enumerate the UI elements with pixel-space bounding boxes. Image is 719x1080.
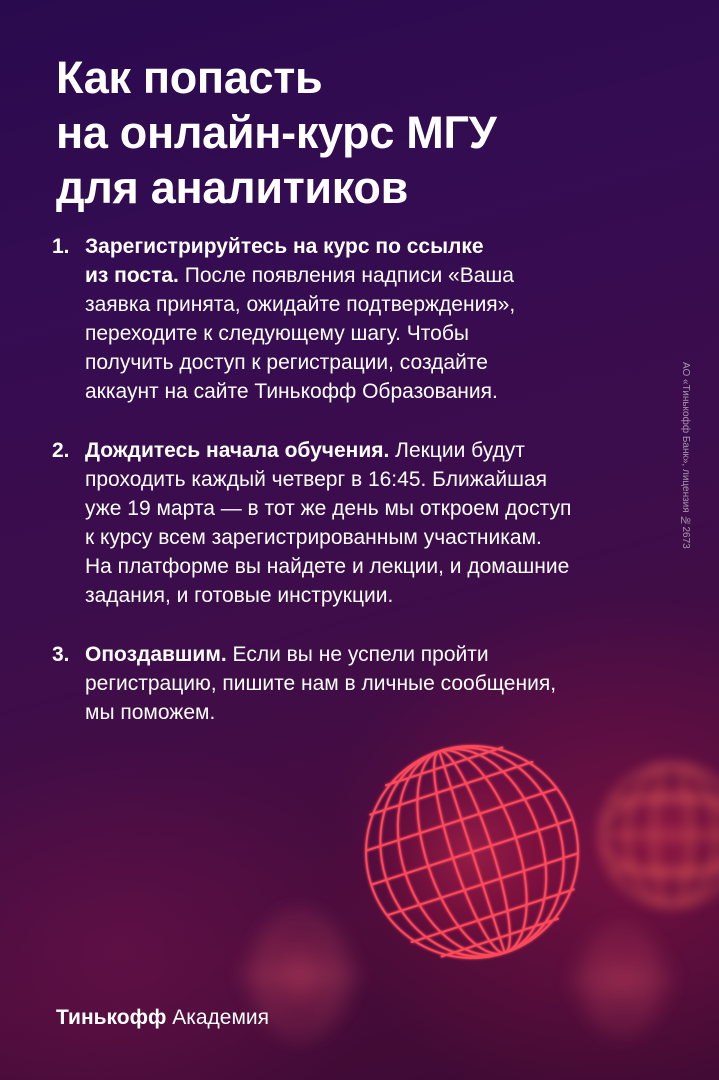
step-line: из поста. После появления надписи «Ваша [85, 264, 514, 287]
step-line: к курсу всем зарегистрированным участникам. [85, 526, 542, 549]
blurred-globe-right-icon [600, 763, 719, 907]
step-number: 2. [52, 439, 70, 462]
step-2 [52, 436, 672, 610]
step-line: проходить каждый четверг в 16:45. Ближайшая [85, 468, 548, 491]
step-line: уже 19 марта — в тот же день мы откроем доступ [85, 497, 572, 520]
legal-notice: АО «Тинькофф Банк», лицензия №2673 [680, 362, 691, 549]
step-line: переходите к следующему шагу. Чтобы [85, 322, 469, 345]
step-line: Зарегистрируйтесь на курс по ссылке [85, 235, 484, 258]
step-line: регистрацию, пишите нам в личные сообщения, [85, 672, 557, 695]
title-line: на онлайн-курс МГУ [56, 107, 497, 158]
steps-list [52, 232, 672, 757]
step-line: аккаунт на сайте Тинькофф Образования. [85, 380, 498, 403]
blurred-glow-bottom-right-icon [567, 925, 677, 1035]
step-line: Опоздавшим. Если вы не успели пройти [85, 643, 489, 666]
step-line: На платформе вы найдете и лекции, и домашние [85, 555, 570, 578]
step-line: заявка принята, ожидайте подтверждения», [85, 293, 516, 316]
title-line: Как попасть [56, 52, 323, 103]
step-line: Дождитесь начала обучения. Лекции будут [85, 439, 525, 462]
brand-suffix: Академия [172, 1006, 269, 1029]
step-line: задания, и готовые инструкции. [85, 584, 394, 607]
brand-name: Тинькофф [56, 1006, 167, 1029]
title-line: для аналитиков [56, 162, 408, 213]
step-number: 1. [52, 235, 70, 258]
step-1 [52, 232, 672, 406]
step-number: 3. [52, 643, 70, 666]
step-3 [52, 640, 672, 727]
step-line: получить доступ к регистрации, создайте [85, 351, 488, 374]
brand-logo [56, 1004, 269, 1032]
page-title [56, 50, 656, 215]
step-line: мы поможем. [85, 701, 216, 724]
